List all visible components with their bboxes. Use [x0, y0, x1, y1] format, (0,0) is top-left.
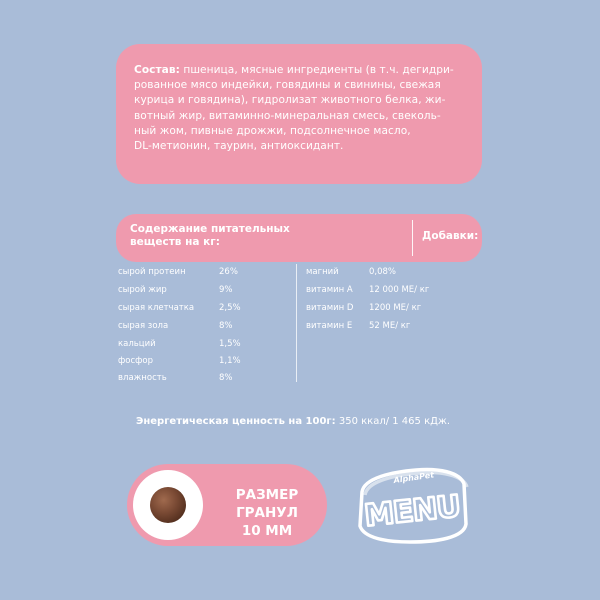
additive-value: 0,08% — [369, 267, 397, 277]
column-divider — [296, 264, 297, 382]
nutrient-value: 26% — [219, 267, 238, 277]
composition-line: DL-метионин, таурин, антиоксидант. — [134, 140, 344, 153]
additive-value: 12 000 МЕ/ кг — [369, 285, 430, 295]
nutrient-value: 1,1% — [219, 356, 241, 366]
alphapet-menu-logo — [352, 458, 470, 552]
nutrient-value: 8% — [219, 373, 233, 383]
granule-size-badge — [127, 464, 327, 546]
nutrient-name: влажность — [118, 373, 167, 383]
nutrient-name: сырой жир — [118, 285, 167, 295]
additive-value: 52 МЕ/ кг — [369, 321, 411, 331]
composition-title: Состав: — [134, 64, 180, 76]
nutrient-name: сырая зола — [118, 321, 169, 331]
logo-brand-text: AlphaPet — [393, 470, 435, 485]
nutrient-name: фосфор — [118, 356, 154, 366]
additive-value: 1200 МЕ/ кг — [369, 303, 422, 313]
additive-name: магний — [306, 267, 339, 277]
energy-value — [136, 416, 450, 427]
nutrient-name: сырой протеин — [118, 267, 186, 277]
energy-amount: 350 ккал/ 1 465 кДж. — [335, 416, 451, 427]
composition-line: ный жом, пивные дрожжи, подсолнечное масло, — [134, 124, 411, 137]
granule-size-value: 10 ММ — [241, 523, 293, 539]
nutrient-name: сырая клетчатка — [118, 303, 195, 313]
additive-name: витамин А — [306, 285, 353, 295]
nutrition-title: Содержание питательных веществ на кг: — [130, 223, 290, 248]
additive-name: витамин D — [306, 303, 354, 313]
granule-image-circle — [133, 470, 203, 540]
nutrient-value: 9% — [219, 285, 233, 295]
composition-line: курица и говядина), гидролизат животного белка, жи- — [134, 94, 446, 107]
energy-label: Энергетическая ценность на 100г: — [136, 416, 336, 427]
nutrient-value: 1,5% — [219, 339, 241, 349]
additive-name: витамин Е — [306, 321, 353, 331]
logo-word-text: MENU — [362, 489, 462, 534]
nutrient-value: 2,5% — [219, 303, 241, 313]
nutrient-name: кальций — [118, 339, 156, 349]
composition-line: вотный жир, витаминно-минеральная смесь, свеколь- — [134, 109, 441, 122]
additives-title: Добавки: — [422, 230, 479, 242]
granule-size-text — [211, 486, 323, 540]
kibble-image — [150, 487, 186, 523]
granule-size-label: РАЗМЕР ГРАНУЛ — [235, 487, 299, 521]
composition-line: пшеница, мясные ингредиенты (в т.ч. дегидри- — [179, 64, 454, 76]
composition-line: рованное мясо индейки, говядины и свинины, свежая — [134, 79, 441, 92]
nutrient-value: 8% — [219, 321, 233, 331]
